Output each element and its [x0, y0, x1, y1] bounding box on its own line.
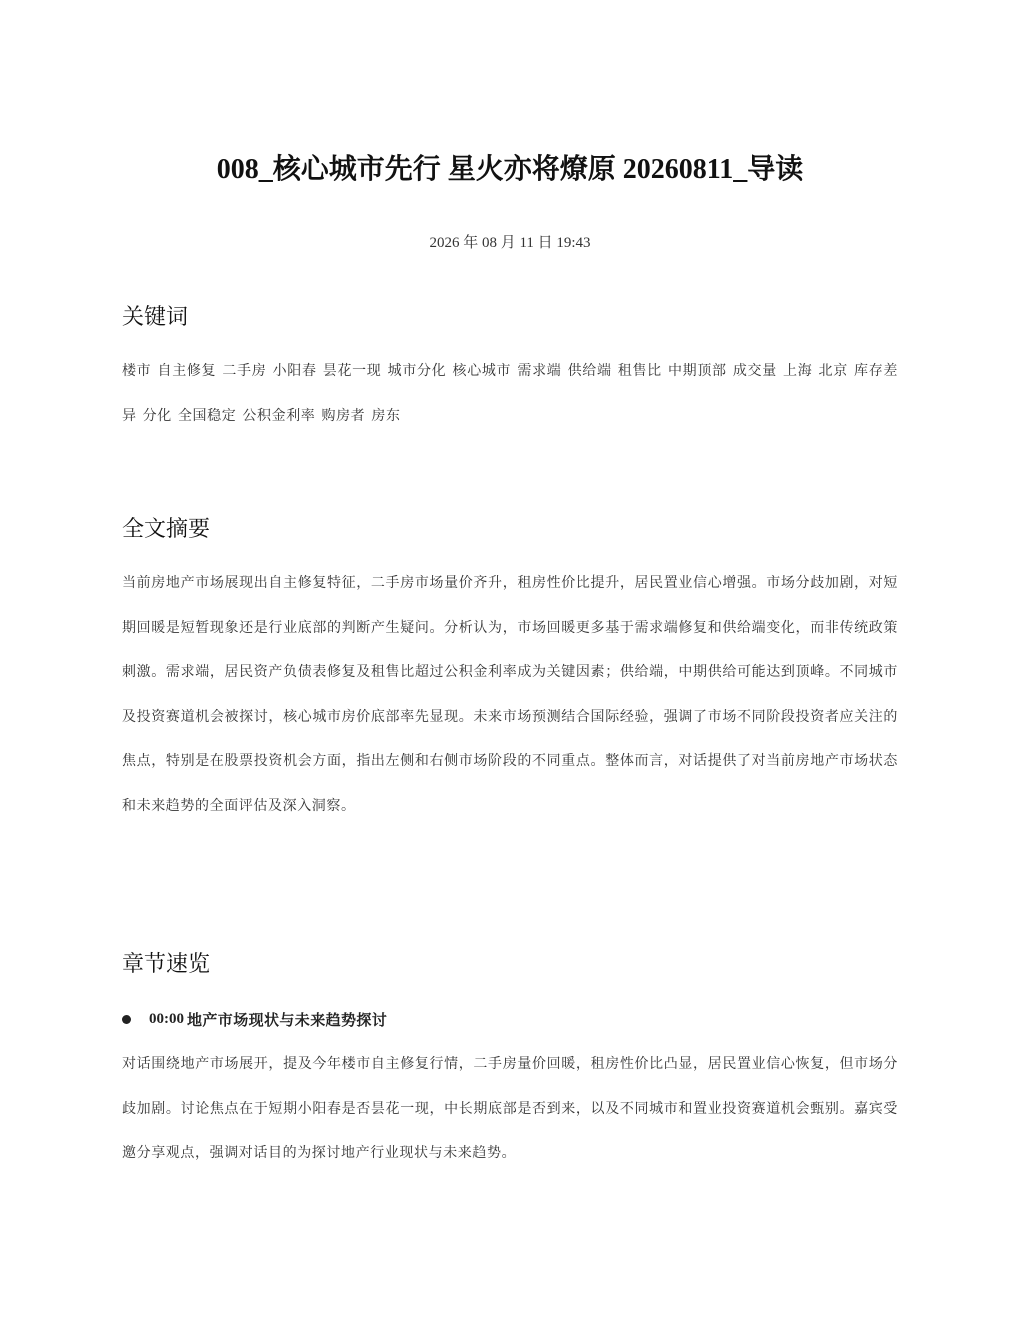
keyword-item: 房东	[371, 407, 401, 424]
summary-heading: 全文摘要	[122, 517, 211, 542]
keyword-item: 小阳春	[272, 363, 317, 379]
keyword-item: 库存差异	[122, 363, 899, 424]
keyword-item: 核心城市	[452, 363, 512, 379]
keyword-item: 上海	[783, 363, 813, 379]
keyword-item: 需求端	[517, 363, 562, 379]
keywords-list	[122, 349, 898, 438]
document-date: 2026 年 08 月 11 日 19:43	[429, 235, 591, 251]
keyword-item: 自主修复	[157, 363, 217, 379]
keyword-item: 中期顶部	[667, 363, 727, 379]
keyword-item: 楼市	[122, 363, 152, 379]
keyword-item: 购房者	[321, 407, 366, 424]
chapters-heading: 章节速览	[122, 952, 211, 977]
keyword-item: 成交量	[732, 363, 777, 379]
keyword-item: 昙花一现	[322, 363, 382, 379]
keyword-item: 二手房	[222, 363, 267, 379]
keyword-item: 北京	[818, 363, 848, 379]
keyword-item: 租售比	[617, 363, 662, 379]
keyword-item: 全国稳定	[177, 407, 237, 424]
keyword-item: 分化	[142, 407, 172, 424]
summary-text: 当前房地产市场展现出自主修复特征，二手房市场量价齐升，租房性价比提升，居民置业信心增强。市场分歧加剧，对短期回暖是短暂现象还是行业底部的判断产生疑问。分析认为，市场回暖更多基于需求端修复和供给端变化，而非传统政策刺激。需求端，居民资产负债表修复及租售比超过公积金利率成为关键因素；供给端，中期供给可能达到顶峰。不同城市及投资赛道机会被探讨，核心城市房价底部率先显现。未来市场预测结合国际经验，强调了市场不同阶段投资者应关注的焦点，特别是在股票投资机会方面，指出左侧和右侧市场阶段的不同重点。整体而言，对话提供了对当前房地产市场状态和未来趋势的全面评估及深入洞察。	[122, 575, 898, 814]
chapter-title: 地产市场现状与未来趋势探讨	[187, 1010, 388, 1029]
document-title: 008_核心城市先行 星火亦将燎原 20260811_导读	[216, 154, 804, 185]
bullet-icon	[122, 1015, 131, 1024]
keyword-item: 城市分化	[387, 363, 447, 379]
keyword-item: 公积金利率	[242, 407, 316, 424]
chapter-time: 00:00	[149, 1010, 184, 1027]
chapter-text: 对话围绕地产市场展开，提及今年楼市自主修复行情，二手房量价回暖，租房性价比凸显，居民置业信心恢复，但市场分歧加剧。讨论焦点在于短期小阳春是否昙花一现，中长期底部是否到来，以及不同城市和置业投资赛道机会甄别。嘉宾受邀分享观点，强调对话目的为探讨地产行业现状与未来趋势。	[122, 1056, 898, 1162]
keywords-heading: 关键词	[122, 305, 189, 330]
chapter-item	[122, 1006, 898, 1032]
keyword-item: 供给端	[567, 363, 612, 379]
